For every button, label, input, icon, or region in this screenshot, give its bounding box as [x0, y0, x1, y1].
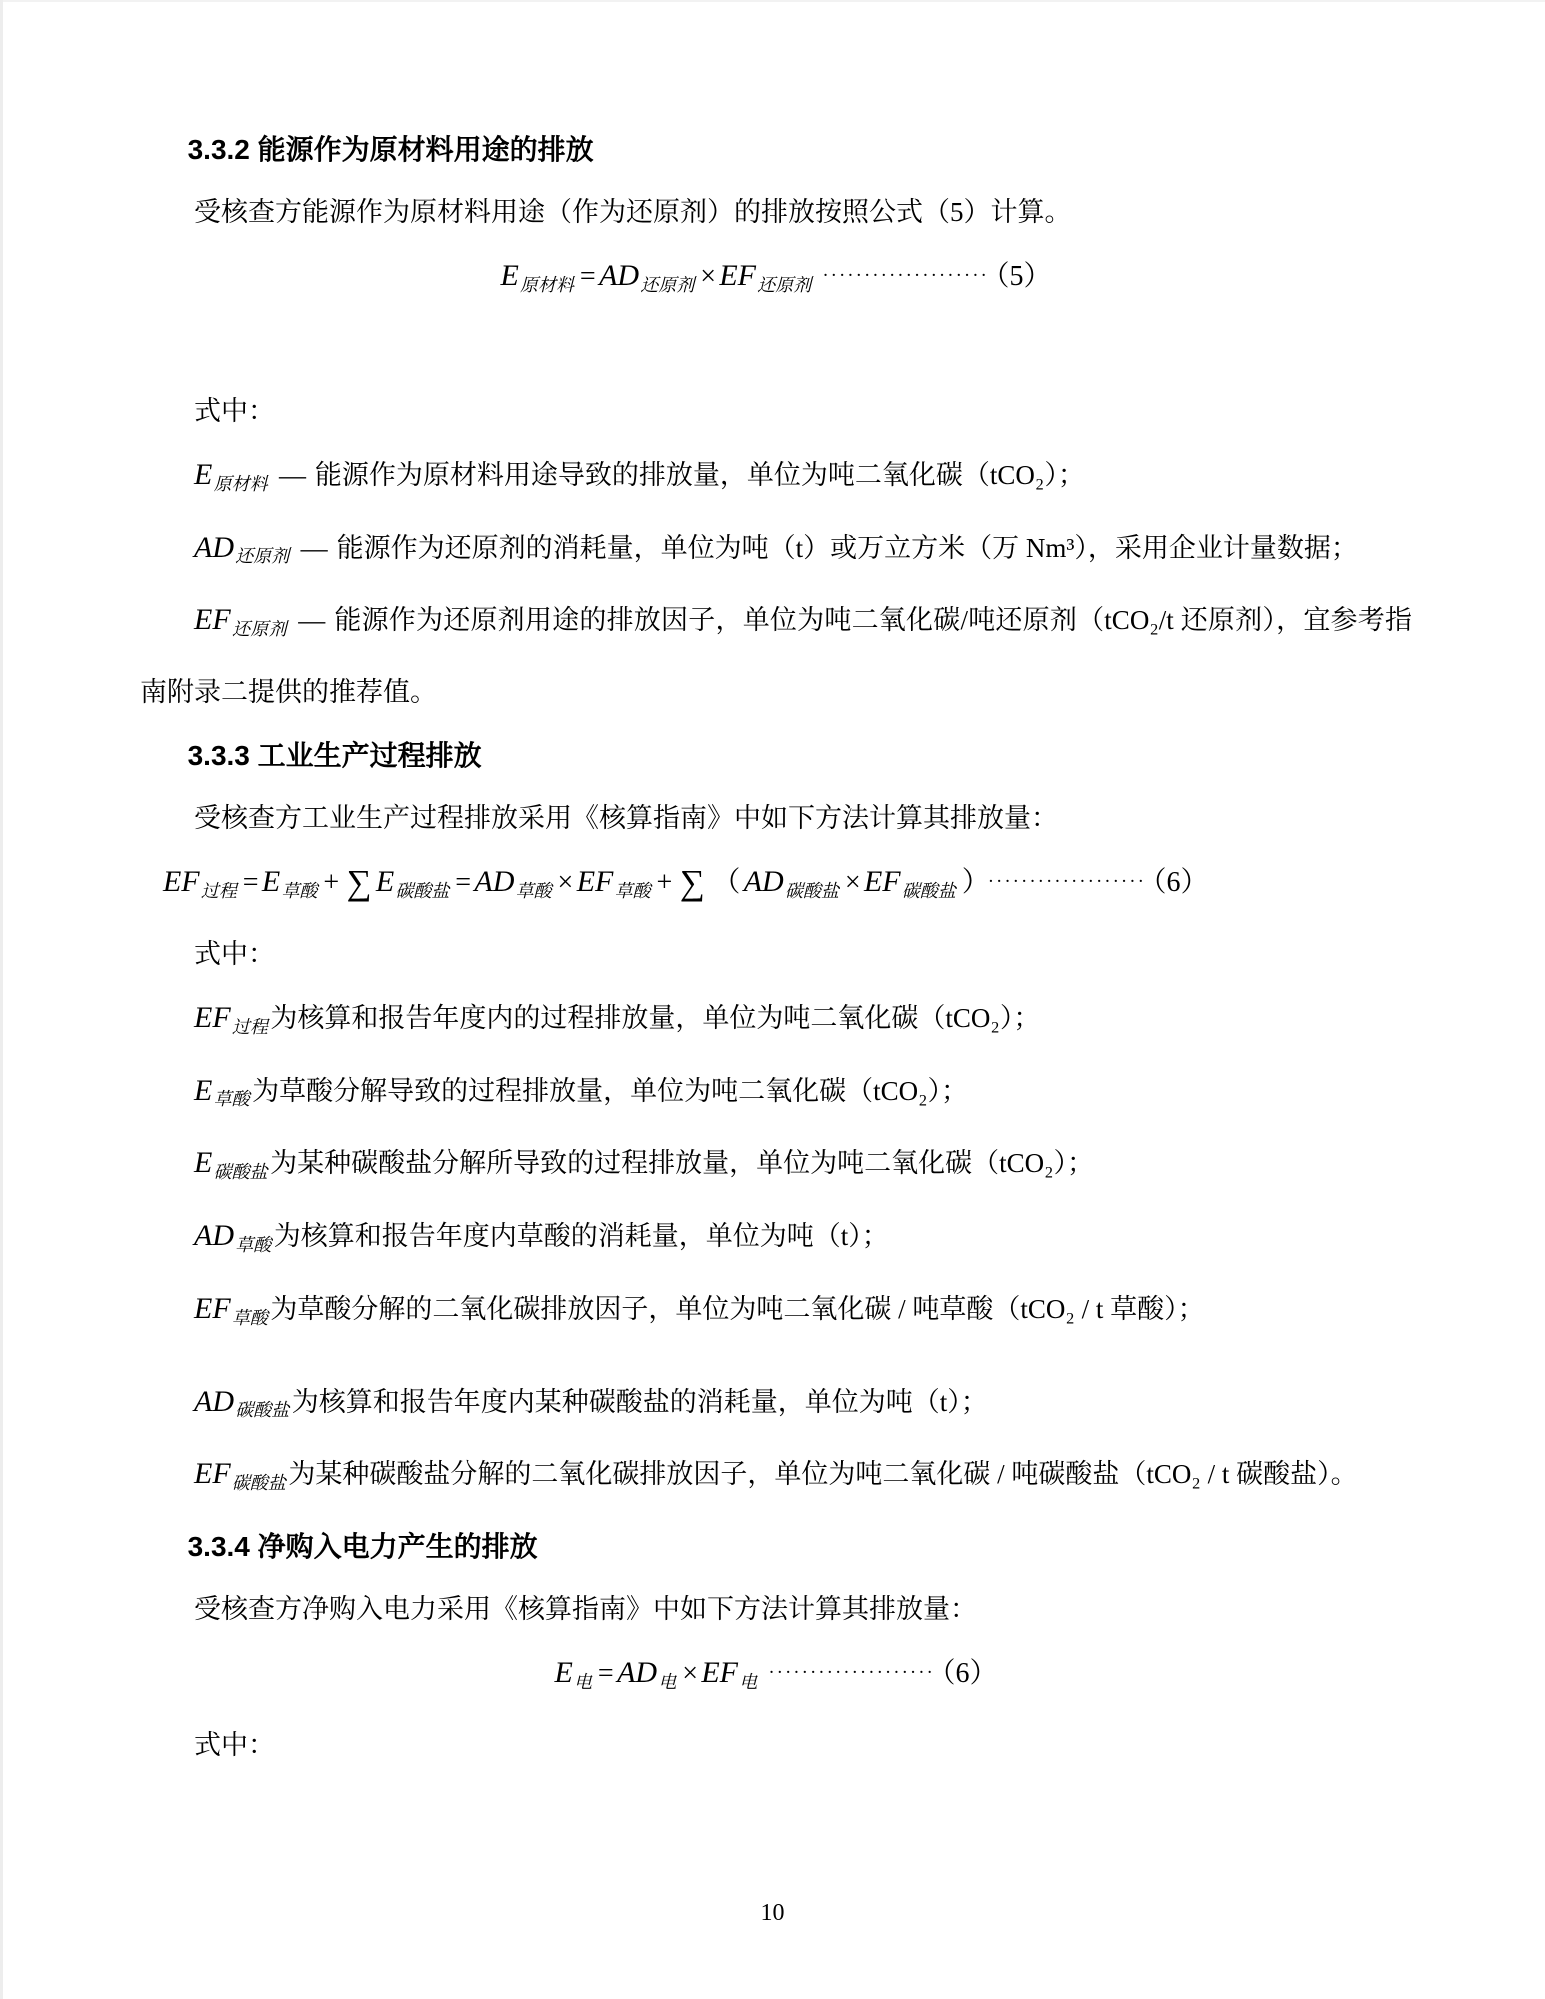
- definition-symbol: E: [194, 1146, 213, 1180]
- definition-text: 为某种碳酸盐分解的二氧化碳排放因子，单位为吨二氧化碳 / 吨碳酸盐（tCO₂ / t 碳酸盐）。: [288, 1459, 1358, 1490]
- equation-number: （6）: [1152, 867, 1209, 898]
- definition-symbol: E: [194, 457, 213, 491]
- definition-text: 为核算和报告年度内某种碳酸盐的消耗量，单位为吨（t）；: [291, 1386, 988, 1417]
- definition-item: [140, 1059, 1412, 1132]
- definition-item: [140, 1442, 1412, 1515]
- formula-5-expression: $E_{原材料} = AD_{还原剂} \times EF_{还原剂}$: [500, 259, 812, 295]
- section-heading: 3.3.4 净购入电力产生的排放: [187, 1531, 538, 1562]
- definition-symbol: EF: [194, 1457, 231, 1491]
- section-heading: 3.3.2 能源作为原材料用途的排放: [187, 134, 594, 165]
- definition-subscript: 碳酸盐: [231, 1473, 286, 1493]
- definition-symbol: EF: [194, 1291, 231, 1325]
- definition-symbol: AD: [194, 530, 234, 564]
- definition-text: 为核算和报告年度内草酸的消耗量，单位为吨（t）；: [273, 1221, 889, 1251]
- definition-symbol: AD: [194, 1219, 234, 1252]
- page-number: 10: [760, 1900, 785, 1926]
- definition-item: [140, 1277, 1412, 1350]
- definition-item: [140, 1204, 1412, 1277]
- dotted-leader: ····················: [822, 265, 989, 286]
- definition-item: [140, 1370, 1412, 1443]
- equation-number: （6）: [941, 1658, 998, 1689]
- formula-6: [140, 850, 1412, 923]
- definition-text: 能源作为原材料用途导致的排放量，单位为吨二氧化碳（tCO₂）；: [314, 459, 1085, 490]
- definition-item: [140, 516, 1412, 589]
- where-label: 式中：: [194, 938, 275, 969]
- where-label: 式中：: [194, 1729, 275, 1760]
- formula-electricity: [140, 1641, 1412, 1714]
- definition-symbol: EF: [194, 1000, 231, 1034]
- where-label: 式中：: [194, 395, 275, 426]
- definition-dash: —: [298, 605, 326, 636]
- document-content: [140, 118, 1412, 1777]
- definition-text: 为某种碳酸盐分解所导致的过程排放量，单位为吨二氧化碳（tCO₂）；: [270, 1148, 1095, 1179]
- dotted-leader: ····················: [768, 1662, 935, 1683]
- definition-subscript: 还原剂: [231, 619, 287, 639]
- definition-subscript: 草酸: [213, 1089, 250, 1110]
- definition-subscript: 草酸: [231, 1307, 268, 1328]
- dotted-leader: ···················: [987, 871, 1146, 892]
- definition-dash: —: [279, 459, 306, 490]
- section-intro: 受核查方工业生产过程排放采用《核算指南》中如下方法计算其排放量：: [194, 803, 1058, 833]
- definition-text: 为核算和报告年度内的过程排放量，单位为吨二氧化碳（tCO₂）；: [270, 1002, 1041, 1033]
- definition-text: 能源作为还原剂的消耗量，单位为吨（t）或万立方米（万 Nm³），采用企业计量数据；: [336, 532, 1358, 563]
- definition-item: [140, 443, 1412, 516]
- section-heading: 3.3.3 工业生产过程排放: [187, 740, 482, 771]
- definition-item: [140, 588, 1412, 724]
- definition-subscript: 草酸: [235, 1234, 272, 1255]
- formula-6-expression: $EF_{过程} = E_{草酸}$ + ∑ $E_{碳酸盐} = AD_{草酸} \times EF_{草酸}$ + ∑ （ $AD_{碳酸盐} \times EF_{碳酸盐}$ ）: [162, 862, 976, 902]
- definition-subscript: 碳酸盐: [213, 1162, 268, 1182]
- definition-text: 为草酸分解的二氧化碳排放因子，单位为吨二氧化碳 / 吨草酸（tCO₂ / t 草酸）；: [270, 1293, 1205, 1324]
- equation-number: （5）: [995, 261, 1052, 292]
- definition-text: 为草酸分解导致的过程排放量，单位为吨二氧化碳（tCO₂）；: [252, 1075, 969, 1106]
- definition-subscript: 还原剂: [235, 546, 290, 567]
- definition-item: [140, 986, 1412, 1059]
- definition-subscript: 碳酸盐: [235, 1400, 290, 1421]
- formula-5: [140, 244, 1412, 317]
- definition-subscript: 过程: [231, 1016, 268, 1037]
- definition-symbol: E: [194, 1073, 213, 1107]
- section-3-3-4: [140, 1515, 1412, 1777]
- definition-item: [140, 1131, 1412, 1204]
- section-intro: 受核查方能源作为原材料用途（作为还原剂）的排放按照公式（5）计算。: [194, 197, 1072, 227]
- definition-text: 能源作为还原剂用途的排放因子，单位为吨二氧化碳/吨还原剂（tCO₂/t 还原剂），宜参考指南附录二提供的推荐值。: [140, 605, 1412, 707]
- section-3-3-3: [140, 724, 1412, 1515]
- section-3-3-2: [140, 118, 1412, 724]
- definition-subscript: 原材料: [213, 473, 268, 494]
- definition-symbol: EF: [194, 603, 231, 637]
- section-intro: 受核查方净购入电力采用《核算指南》中如下方法计算其排放量：: [194, 1594, 977, 1624]
- definition-symbol: AD: [194, 1384, 234, 1418]
- formula-electricity-expression: $E_电 = AD_电 \times EF_电$: [554, 1656, 758, 1692]
- definition-dash: —: [300, 532, 328, 563]
